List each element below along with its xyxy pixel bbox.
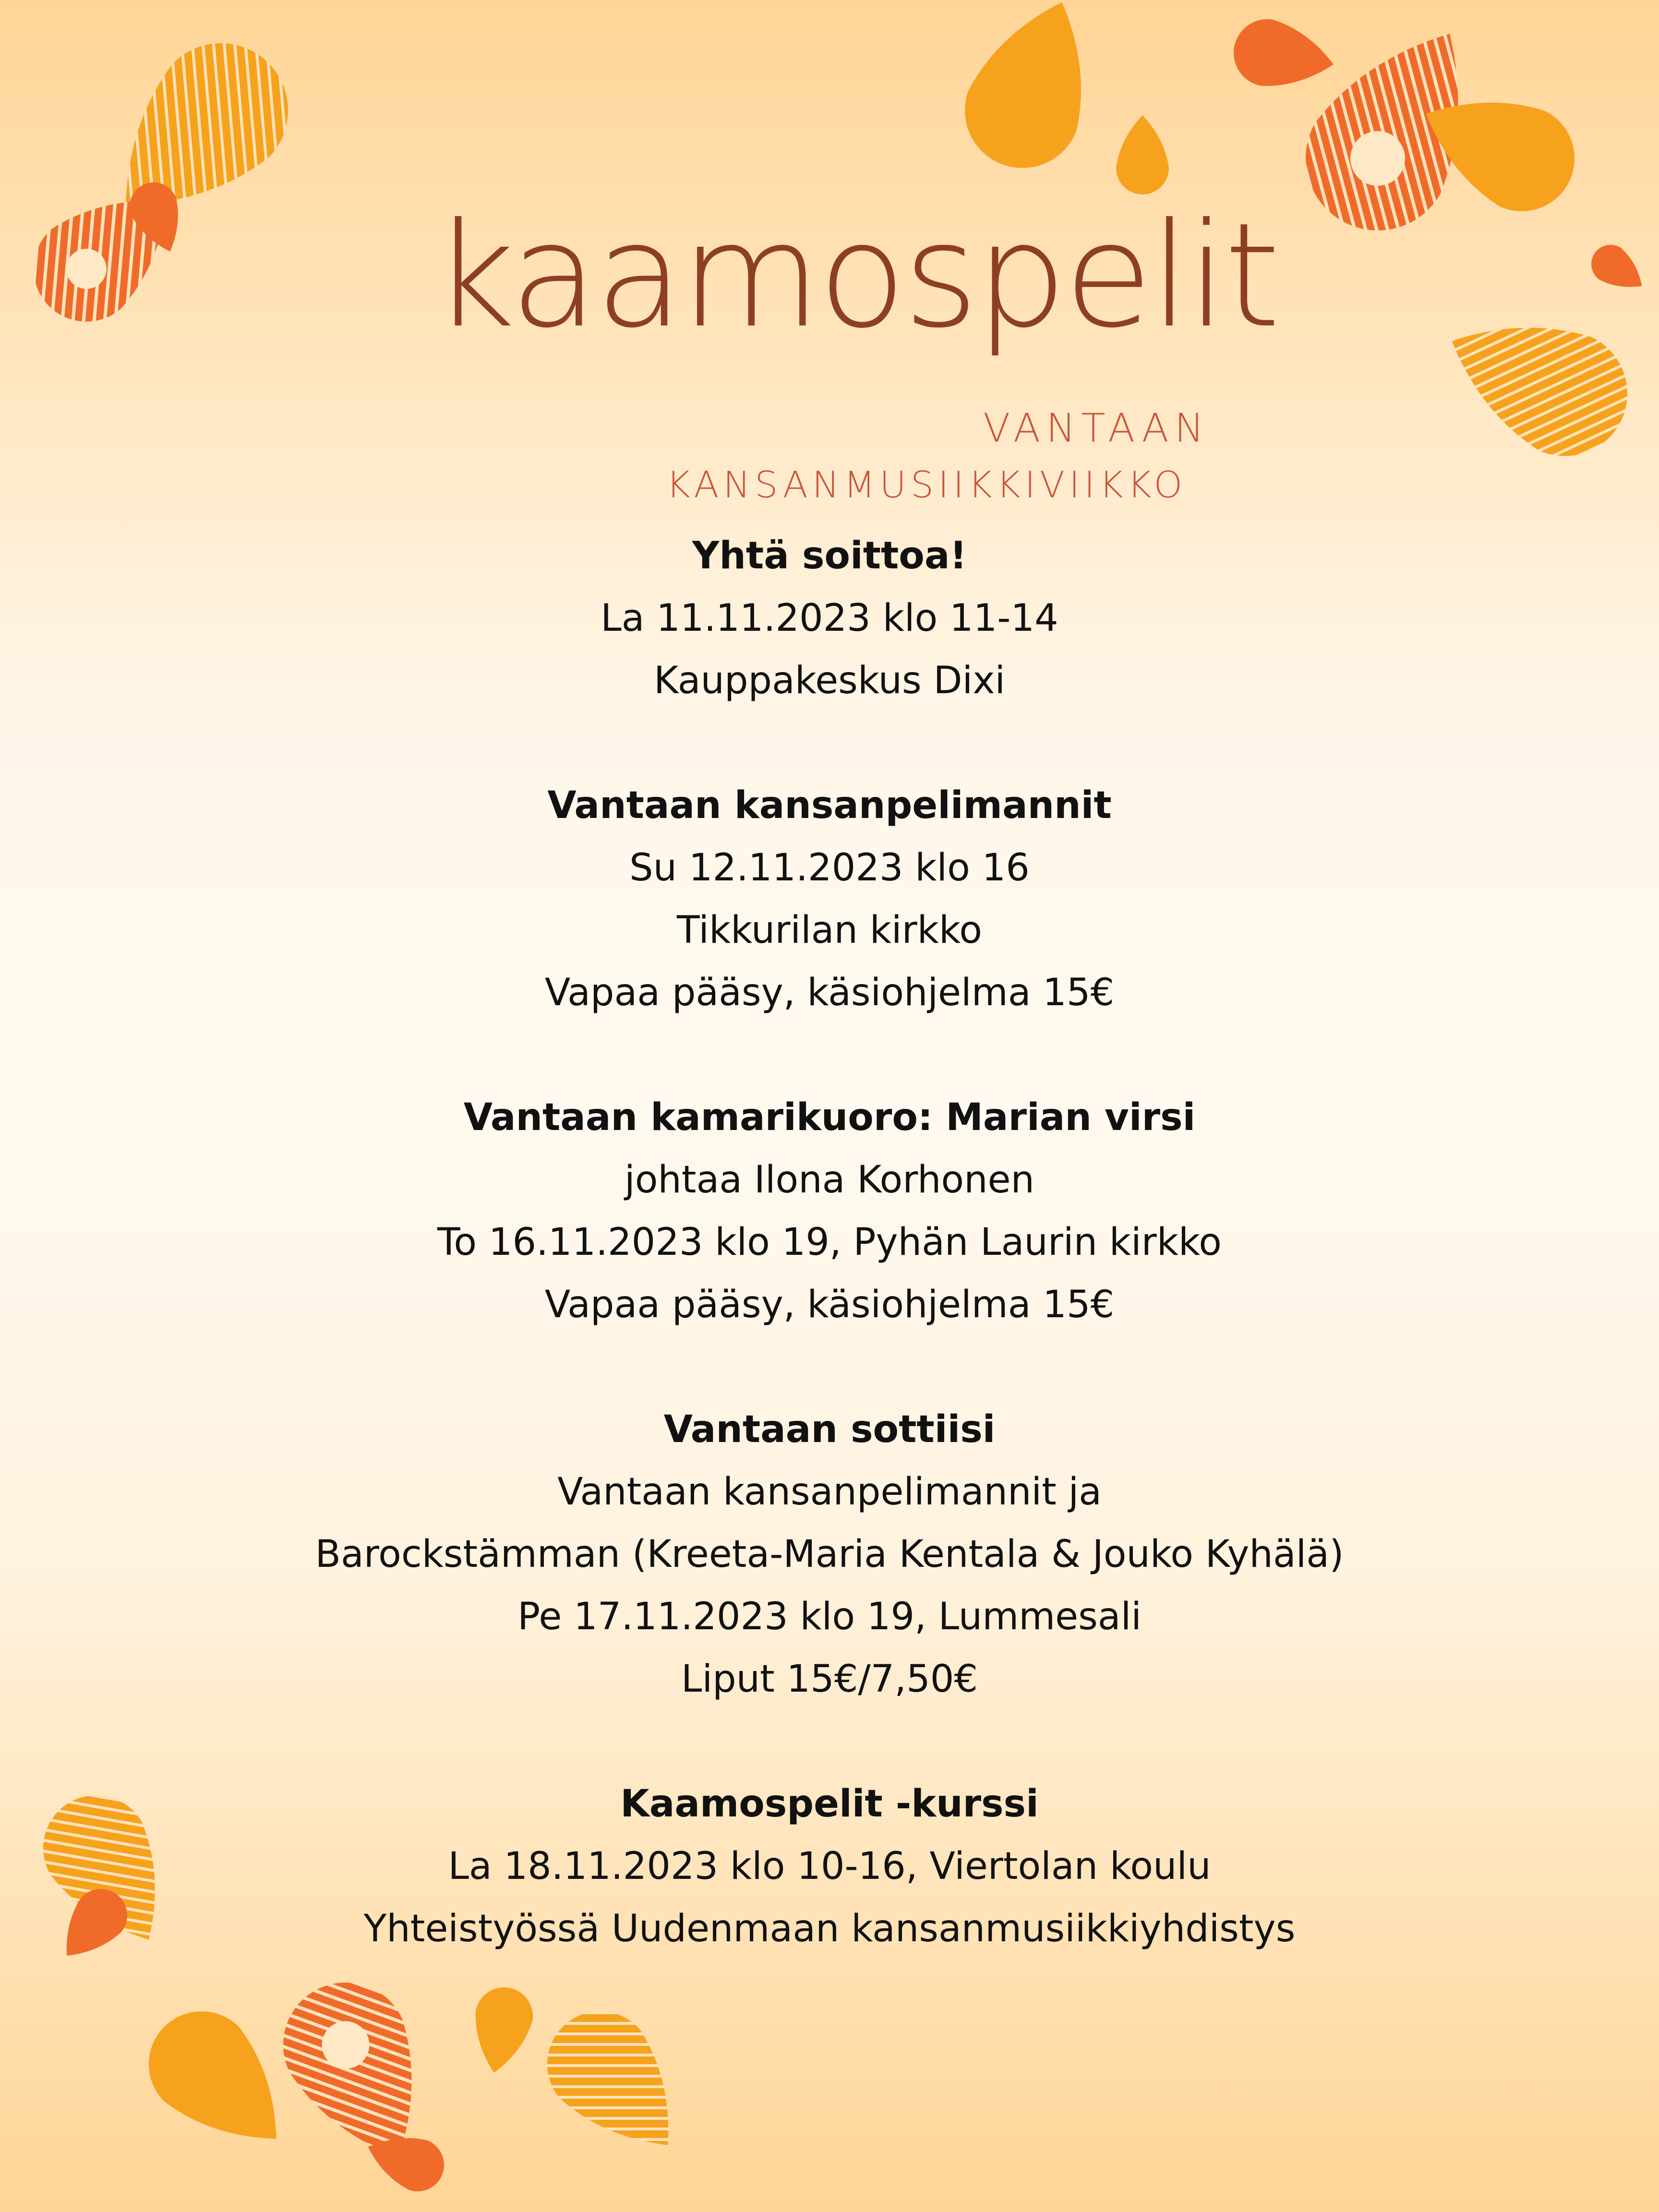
logo bbox=[0, 0, 1659, 528]
event-title: Vantaan sottiisi bbox=[663, 1408, 996, 1451]
event-detail: La 11.11.2023 klo 11-14 bbox=[601, 597, 1058, 640]
logo-subtitle-vantaan: VANTAAN bbox=[983, 406, 1210, 451]
event-4 bbox=[157, 1398, 1502, 1710]
event-title: Vantaan kansanpelimannit bbox=[547, 784, 1112, 827]
event-detail: To 16.11.2023 klo 19, Pyhän Laurin kirkko bbox=[437, 1221, 1222, 1264]
event-detail: Barockstämman (Kreeta-Maria Kentala & Jouko Kyhälä) bbox=[315, 1533, 1344, 1576]
event-detail: Tikkurilan kirkko bbox=[677, 909, 982, 952]
event-2 bbox=[157, 774, 1502, 1024]
event-5 bbox=[157, 1773, 1502, 1960]
event-title: Vantaan kamarikuoro: Marian virsi bbox=[463, 1096, 1196, 1139]
event-title: Kaamospelit -kurssi bbox=[620, 1782, 1039, 1826]
event-list bbox=[157, 525, 1502, 2022]
event-detail: johtaa Ilona Korhonen bbox=[625, 1158, 1034, 1202]
event-detail: Yhteistyössä Uudenmaan kansanmusiikkiyhdistys bbox=[363, 1907, 1296, 1950]
event-detail: Su 12.11.2023 klo 16 bbox=[629, 846, 1030, 890]
event-detail: Vapaa pääsy, käsiohjelma 15€ bbox=[544, 971, 1115, 1014]
event-detail: Liput 15€/7,50€ bbox=[681, 1658, 978, 1701]
event-detail: Pe 17.11.2023 klo 19, Lummesali bbox=[517, 1595, 1142, 1638]
event-3 bbox=[157, 1086, 1502, 1336]
logo-wordmark: kaamospelit bbox=[432, 192, 1278, 360]
event-detail: Vapaa pääsy, käsiohjelma 15€ bbox=[544, 1283, 1115, 1326]
logo-subtitle-kansanmusiikkiviikko: KANSANMUSIIKKIVIIKKO bbox=[666, 463, 1187, 506]
event-detail: Kauppakeskus Dixi bbox=[653, 659, 1006, 702]
event-detail: Vantaan kansanpelimannit ja bbox=[557, 1470, 1102, 1514]
event-detail: La 18.11.2023 klo 10-16, Viertolan koulu bbox=[448, 1845, 1211, 1888]
event-1 bbox=[157, 525, 1502, 712]
event-title: Yhtä soittoa! bbox=[692, 534, 967, 577]
